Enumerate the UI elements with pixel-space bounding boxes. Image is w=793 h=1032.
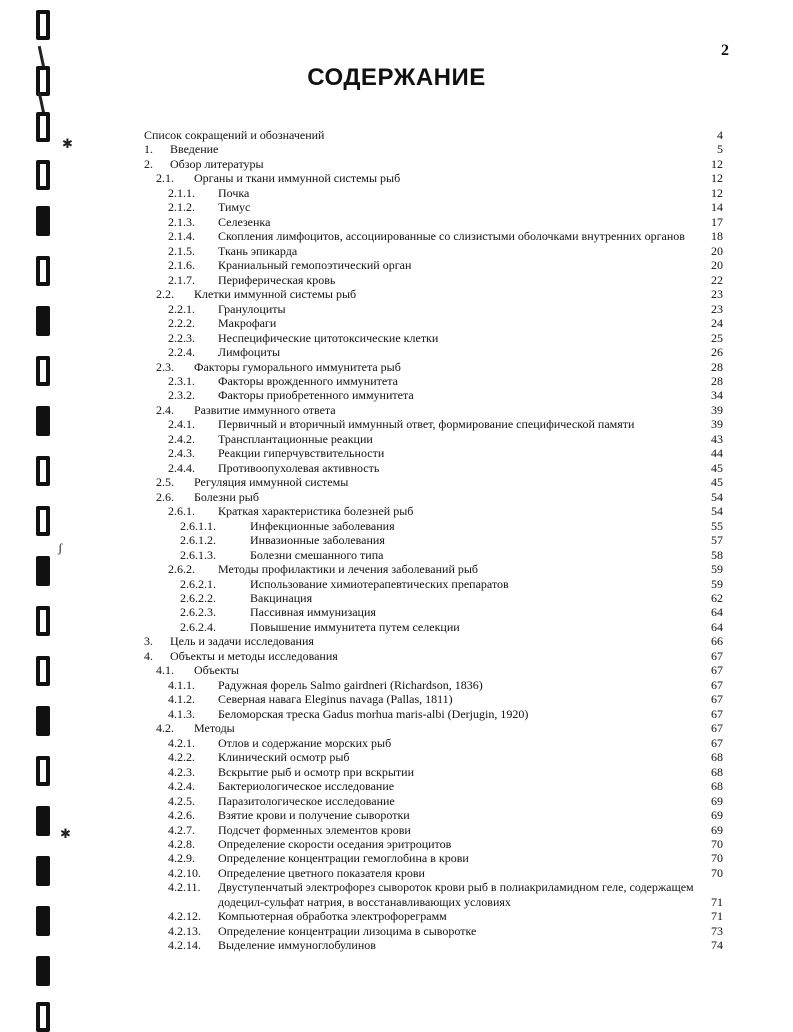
toc-entry (144, 924, 723, 938)
toc-entry-title: Вакцинация (250, 591, 313, 605)
toc-entry (144, 302, 723, 316)
toc-entry (144, 663, 723, 677)
toc-entry-title: Компьютерная обработка электрофореграмм (218, 909, 447, 924)
toc-entry-page: 54 (711, 504, 723, 519)
toc-entry (144, 533, 723, 547)
toc-entry (144, 692, 723, 706)
toc-entry-number: 4.2.4. (168, 779, 195, 794)
toc-entry (144, 605, 723, 619)
toc-entry-title: Развитие иммунного ответа (194, 402, 336, 417)
toc-entry-title: Пассивная иммунизация (250, 605, 376, 620)
toc-entry-number: 4.2.12. (168, 909, 201, 924)
binding-hole (36, 706, 50, 736)
toc-entry-page: 71 (711, 909, 723, 924)
toc-entry-number: 2.1. (156, 171, 174, 186)
toc-entry-number: 2.1.1. (168, 185, 195, 200)
toc-entry-number: 2.1.7. (168, 272, 195, 287)
toc-entry-page: 26 (711, 345, 723, 360)
toc-entry (144, 707, 723, 721)
toc-entry-number: 2.2.4. (168, 345, 195, 360)
toc-entry-title: Введение (170, 142, 219, 157)
toc-entry-number: 2.6.1.1. (180, 518, 216, 533)
toc-entry-page: 54 (711, 489, 723, 504)
toc-entry-page: 39 (711, 417, 723, 432)
binding-hole (36, 606, 50, 636)
binding-holes (0, 0, 80, 1025)
toc-entry-page: 14 (711, 200, 723, 215)
toc-entry-page: 59 (711, 562, 723, 577)
toc-entry-number: 2.6.2.1. (180, 576, 216, 591)
toc-entry-page: 69 (711, 793, 723, 808)
toc-entry-title: Болезни смешанного типа (250, 547, 384, 562)
toc-entry-page: 34 (711, 388, 723, 403)
toc-entry-number: 4.2.9. (168, 851, 195, 866)
binding-hole (36, 206, 50, 236)
binding-hole (36, 806, 50, 836)
toc-entry (144, 736, 723, 750)
toc-entry-number: 4. (144, 648, 153, 663)
binding-hole (36, 956, 50, 986)
toc-entry (144, 374, 723, 388)
toc-entry-page: 55 (711, 518, 723, 533)
toc-entry-number: 2.1.6. (168, 258, 195, 273)
toc-entry-page: 45 (711, 460, 723, 475)
toc-entry-number: 4.2.6. (168, 808, 195, 823)
binding-hole (36, 306, 50, 336)
binding-hole (36, 856, 50, 886)
toc-entry-page: 73 (711, 923, 723, 938)
toc-entry-title: Трансплантационные реакции (218, 431, 373, 446)
toc-entry-title: Вскрытие рыб и осмотр при вскрытии (218, 764, 415, 779)
toc-entry-number: 2.6.2. (168, 562, 195, 577)
toc-entry (144, 591, 723, 605)
scan-speck: ✱ (62, 136, 73, 151)
toc-entry-title: Двуступенчатый электрофорез сывороток крови рыб в полиакриламидном геле, содержащем додецил-сульфат натрия, в восстанавливающих условиях (218, 880, 694, 909)
toc-entry (144, 837, 723, 851)
toc-entry-page: 4 (717, 128, 723, 142)
toc-entry-number: 2.3.1. (168, 373, 195, 388)
toc-entry (144, 490, 723, 504)
toc-entry-number: 4.2.1. (168, 735, 195, 750)
toc-entry-number: 4.2.13. (168, 923, 201, 938)
toc-entry-title: Селезенка (218, 214, 271, 229)
toc-entry-page: 12 (711, 156, 723, 171)
toc-entry-page: 39 (711, 402, 723, 417)
toc-entry-title: Факторы врожденного иммунитета (218, 373, 398, 388)
toc-entry-title: Почка (218, 185, 250, 200)
toc-entry-title: Клетки иммунной системы рыб (194, 287, 357, 302)
toc-entry-title: Беломорская треска Gadus morhua maris-albi (Derjugin, 1920) (218, 706, 529, 721)
toc-entry-title: Неспецифические цитотоксические клетки (218, 330, 439, 345)
toc-entry-title: Цель и задачи исследования (170, 634, 314, 649)
toc-entry-page: 74 (711, 938, 723, 953)
toc-entry-page: 12 (711, 171, 723, 186)
toc-entry (144, 794, 723, 808)
toc-entry-title: Реакции гиперчувствительности (218, 446, 385, 461)
toc-entry-number: 2.4.1. (168, 417, 195, 432)
binding-hole (36, 506, 50, 536)
toc-entry (144, 128, 723, 142)
binding-hole (36, 112, 50, 142)
toc-entry-title: Регуляция иммунной системы (194, 475, 349, 490)
toc-entry-page: 45 (711, 475, 723, 490)
toc-entry-number: 2.2.1. (168, 301, 195, 316)
toc-entry-number: 2.3. (156, 359, 174, 374)
toc-entry (144, 200, 723, 214)
toc-entry-title: Макрофаги (218, 316, 277, 331)
toc-entry-title: Методы (194, 721, 235, 736)
binding-hole (36, 356, 50, 386)
toc-entry-page: 20 (711, 258, 723, 273)
toc-entry (144, 215, 723, 229)
toc-entry (144, 360, 723, 374)
toc-entry (144, 851, 723, 865)
page-title-text: СОДЕРЖАНИЕ (307, 64, 486, 91)
toc-entry-title: Повышение иммунитета путем селекции (250, 619, 460, 634)
toc-entry-number: 4.1.1. (168, 677, 195, 692)
toc-entry (144, 765, 723, 779)
toc-entry-number: 2. (144, 156, 153, 171)
scan-speck: ✱ (60, 826, 71, 841)
toc-entry-number: 2.6. (156, 489, 174, 504)
toc-entry-number: 3. (144, 634, 153, 649)
toc-entry-number: 2.2.3. (168, 330, 195, 345)
toc-entry (144, 186, 723, 200)
toc-entry-page: 25 (711, 330, 723, 345)
toc-entry-number: 4.2.3. (168, 764, 195, 779)
toc-entry (144, 229, 723, 243)
toc-entry-page: 28 (711, 373, 723, 388)
toc-entry (144, 475, 723, 489)
toc-entry-page: 69 (711, 822, 723, 837)
toc-entry (144, 287, 723, 301)
toc-entry-page: 70 (711, 836, 723, 851)
toc-entry-page: 70 (711, 865, 723, 880)
toc-entry-number: 2.6.2.3. (180, 605, 216, 620)
toc-entry-page: 67 (711, 721, 723, 736)
toc-entry (144, 244, 723, 258)
table-of-contents (144, 128, 723, 953)
toc-entry-number: 4.1. (156, 663, 174, 678)
toc-entry-page: 20 (711, 243, 723, 258)
toc-entry-number: 2.4.4. (168, 460, 195, 475)
toc-entry-title: Обзор литературы (170, 156, 264, 171)
toc-entry (144, 938, 723, 952)
toc-entry-title: Список сокращений и обозначений (144, 128, 325, 142)
binding-mark (38, 46, 46, 68)
toc-entry-number: 4.2.7. (168, 822, 195, 837)
toc-entry (144, 779, 723, 793)
toc-entry (144, 577, 723, 591)
toc-entry (144, 678, 723, 692)
toc-entry-page: 67 (711, 735, 723, 750)
toc-entry-number: 2.6.2.4. (180, 619, 216, 634)
toc-entry-title: Краткая характеристика болезней рыб (218, 504, 414, 519)
toc-entry-page: 67 (711, 706, 723, 721)
toc-entry-title: Клинический осмотр рыб (218, 750, 350, 765)
toc-entry-number: 2.6.1. (168, 504, 195, 519)
toc-entry-title: Скопления лимфоцитов, ассоциированные со слизистыми оболочками внутренних органов (218, 229, 685, 244)
toc-entry (144, 417, 723, 431)
toc-entry-title: Определение концентрации гемоглобина в крови (218, 851, 469, 866)
binding-hole (36, 456, 50, 486)
toc-entry-page: 70 (711, 851, 723, 866)
toc-entry (144, 562, 723, 576)
toc-entry-page: 68 (711, 764, 723, 779)
toc-entry-number: 2.1.3. (168, 214, 195, 229)
toc-entry-page: 71 (711, 894, 723, 909)
toc-entry (144, 432, 723, 446)
toc-entry-number: 4.2.11. (168, 880, 201, 895)
page-number: 2 (721, 42, 729, 59)
toc-entry-page: 69 (711, 808, 723, 823)
binding-hole (36, 906, 50, 936)
toc-entry-number: 2.3.2. (168, 388, 195, 403)
toc-entry (144, 345, 723, 359)
toc-entry-title: Инфекционные заболевания (250, 518, 395, 533)
toc-entry-number: 2.4.3. (168, 446, 195, 461)
toc-entry (144, 649, 723, 663)
toc-entry-title: Факторы гуморального иммунитета рыб (194, 359, 401, 374)
toc-entry-number: 1. (144, 142, 153, 157)
scan-speck: ʃ (58, 540, 63, 555)
toc-entry-title: Использование химиотерапевтических препаратов (250, 576, 509, 591)
toc-entry-title: Определение концентрации лизоцима в сыворотке (218, 923, 477, 938)
binding-hole (36, 1002, 50, 1032)
toc-entry-page: 57 (711, 533, 723, 548)
binding-hole (36, 556, 50, 586)
toc-entry-title: Взятие крови и получение сыворотки (218, 808, 410, 823)
toc-entry-title: Органы и ткани иммунной системы рыб (194, 171, 401, 186)
binding-hole (36, 756, 50, 786)
toc-entry-number: 2.6.1.2. (180, 533, 216, 548)
toc-entry (144, 388, 723, 402)
toc-entry-page: 43 (711, 431, 723, 446)
toc-entry-title: Радужная форель Salmo gairdneri (Richardson, 1836) (218, 677, 483, 692)
toc-entry-page: 67 (711, 677, 723, 692)
toc-entry-title: Объекты (194, 663, 239, 678)
toc-entry (144, 403, 723, 417)
toc-entry (144, 461, 723, 475)
toc-entry-title: Ткань эпикарда (218, 243, 298, 258)
toc-entry-page: 23 (711, 287, 723, 302)
toc-entry-page: 64 (711, 605, 723, 620)
toc-entry-title: Северная навага Eleginus navaga (Pallas, 1811) (218, 692, 453, 707)
toc-entry (144, 171, 723, 185)
toc-entry-page: 68 (711, 750, 723, 765)
toc-entry-page: 58 (711, 547, 723, 562)
toc-entry-title: Определение скорости оседания эритроцитов (218, 836, 452, 851)
toc-entry-title: Гранулоциты (218, 301, 286, 316)
toc-entry-title: Лимфоциты (218, 345, 281, 360)
toc-entry-title: Факторы приобретенного иммунитета (218, 388, 414, 403)
toc-entry-page: 67 (711, 648, 723, 663)
toc-entry-title: Противоопухолевая активность (218, 460, 380, 475)
toc-entry (144, 808, 723, 822)
toc-entry-number: 2.1.4. (168, 229, 195, 244)
toc-entry-title: Первичный и вторичный иммунный ответ, формирование специфической памяти (218, 417, 635, 432)
toc-entry (144, 866, 723, 880)
toc-entry-page: 67 (711, 663, 723, 678)
toc-entry (144, 258, 723, 272)
binding-hole (36, 160, 50, 190)
toc-entry-number: 4.2.10. (168, 865, 201, 880)
toc-entry-page: 59 (711, 576, 723, 591)
toc-entry-page: 64 (711, 619, 723, 634)
toc-entry-number: 2.6.1.3. (180, 547, 216, 562)
toc-entry-page: 68 (711, 779, 723, 794)
toc-entry-number: 4.2.14. (168, 938, 201, 953)
toc-entry (144, 823, 723, 837)
toc-entry (144, 316, 723, 330)
toc-entry (144, 634, 723, 648)
toc-entry-title: Инвазионные заболевания (250, 533, 385, 548)
toc-entry-title: Краниальный гемопоэтический орган (218, 258, 412, 273)
toc-entry-number: 2.1.5. (168, 243, 195, 258)
toc-entry (144, 750, 723, 764)
toc-entry-number: 2.1.2. (168, 200, 195, 215)
toc-entry (144, 620, 723, 634)
toc-entry-number: 2.2. (156, 287, 174, 302)
toc-entry (144, 504, 723, 518)
toc-entry-title: Объекты и методы исследования (170, 648, 338, 663)
toc-entry-page: 5 (717, 142, 723, 157)
toc-entry-page: 18 (711, 229, 723, 244)
binding-hole (36, 656, 50, 686)
toc-entry-number: 2.2.2. (168, 316, 195, 331)
toc-entry-title: Определение цветного показателя крови (218, 865, 425, 880)
toc-entry-page: 23 (711, 301, 723, 316)
toc-entry (144, 446, 723, 460)
toc-entry-number: 4.2. (156, 721, 174, 736)
toc-entry (144, 909, 723, 923)
toc-entry-page: 44 (711, 446, 723, 461)
toc-entry-page: 62 (711, 591, 723, 605)
toc-entry-title: Периферическая кровь (218, 272, 336, 287)
toc-entry (144, 880, 723, 909)
toc-entry-title: Отлов и содержание морских рыб (218, 735, 392, 750)
toc-entry-title: Выделение иммуноглобулинов (218, 938, 376, 953)
toc-entry-title: Паразитологическое исследование (218, 793, 395, 808)
toc-entry-number: 4.2.8. (168, 836, 195, 851)
toc-entry-page: 17 (711, 214, 723, 229)
binding-hole (36, 406, 50, 436)
toc-entry-number: 4.2.2. (168, 750, 195, 765)
toc-entry-page: 28 (711, 359, 723, 374)
toc-entry-number: 2.5. (156, 475, 174, 490)
toc-entry-number: 2.6.2.2. (180, 591, 216, 605)
binding-hole (36, 10, 50, 40)
toc-entry (144, 331, 723, 345)
page-title (140, 64, 793, 92)
toc-entry-title: Бактериологическое исследование (218, 779, 395, 794)
toc-entry (144, 142, 723, 156)
toc-entry-number: 4.2.5. (168, 793, 195, 808)
toc-entry-number: 4.1.2. (168, 692, 195, 707)
toc-entry-page: 24 (711, 316, 723, 331)
toc-entry-number: 2.4. (156, 402, 174, 417)
binding-hole (36, 256, 50, 286)
toc-entry-page: 67 (711, 692, 723, 707)
toc-entry (144, 548, 723, 562)
toc-entry (144, 519, 723, 533)
toc-entry-page: 22 (711, 272, 723, 287)
toc-entry-number: 2.4.2. (168, 431, 195, 446)
toc-entry-title: Методы профилактики и лечения заболеваний рыб (218, 562, 479, 577)
toc-entry-title: Болезни рыб (194, 489, 259, 504)
toc-entry-title: Тимус (218, 200, 251, 215)
toc-entry-page: 66 (711, 634, 723, 649)
toc-entry (144, 721, 723, 735)
toc-entry-page: 12 (711, 185, 723, 200)
toc-entry (144, 157, 723, 171)
toc-entry-number: 4.1.3. (168, 706, 195, 721)
toc-entry (144, 273, 723, 287)
toc-entry-title: Подсчет форменных элементов крови (218, 822, 411, 837)
